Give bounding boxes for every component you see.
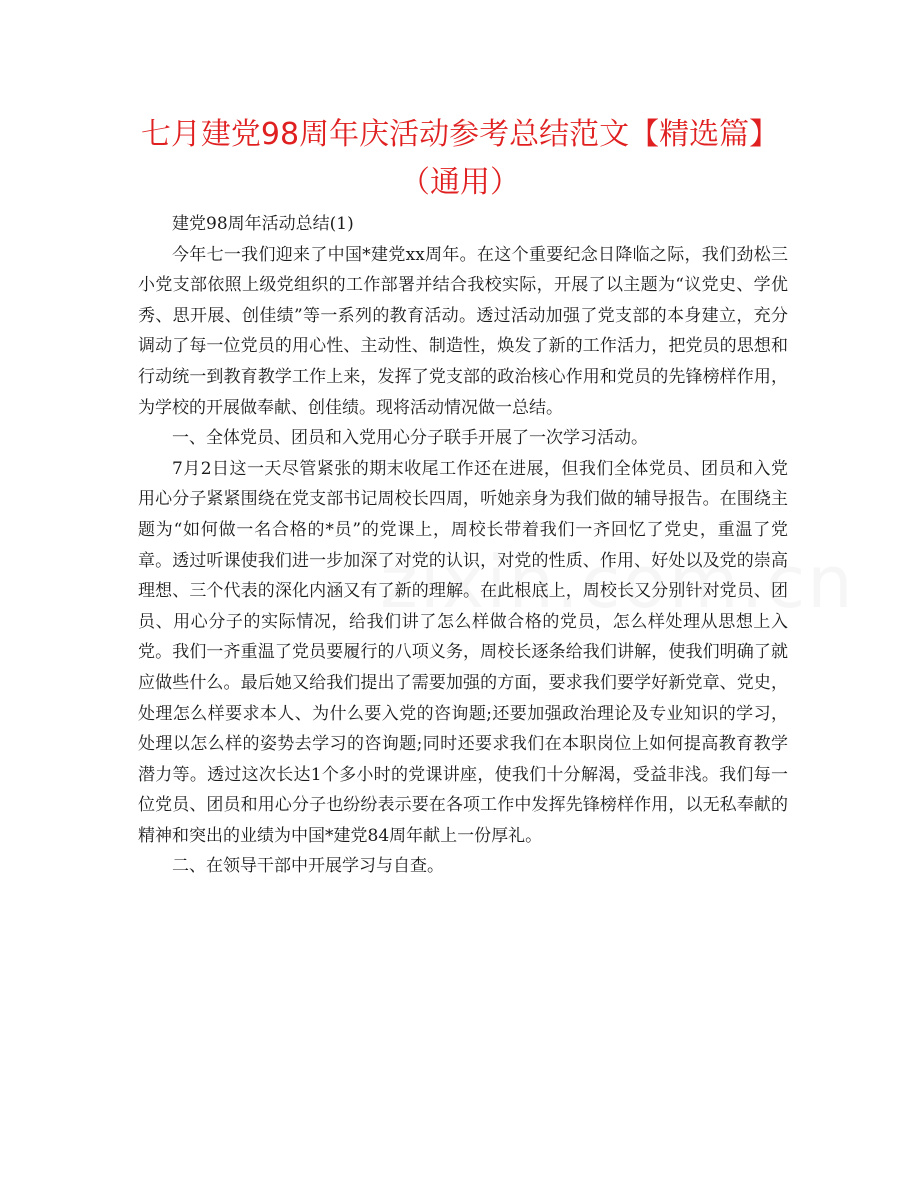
paragraph-section-two-heading: 二、在领导干部中开展学习与自查。 [172, 856, 444, 877]
watermark [380, 540, 855, 624]
document-title-line1: 七月建党98周年庆活动参考总结范文【精选篇】 [140, 117, 780, 152]
document-title-line2: （通用） [400, 165, 520, 200]
paragraph-intro: 今年七一我们迎来了中国*建党xx周年。在这个重要纪念日降临之际，我们劲松三小党支部依照上级党组织的工作部署并结合我校实际，开展了以主题为“议党史、学优秀、思开展、创佳绩”等一系列的教育活动。透过活动加强了党支部的本身建立，充分调动了每一位党员的用心性、主动性、制造性，焕发了新的工作活力，把党员的思想和行动统一到教育教学工作上来，发挥了党支部的政治核心作用和党员的先锋榜样作用，为学校的开展做奉献、创佳绩。现将活动情况做一总结。 [138, 244, 788, 418]
section-heading: 建党98周年活动总结(1) [172, 214, 354, 234]
paragraph-section-one-heading: 一、全体党员、团员和入党用心分子联手开展了一次学习活动。 [172, 428, 648, 449]
paragraph-section-one-body: 7月2日这一天尽管紧张的期末收尾工作还在进展，但我们全体党员、团员和入党用心分子紧紧围绕在党支部书记周校长四周，听她亲身为我们做的辅导报告。在围绕主题为“如何做一名合格的*员”的党课上，周校长带着我们一齐回忆了党史，重温了党章。透过听课使我们进一步加深了对党的认识，对党的性质、作用、好处以及党的崇高理想、三个代表的深化内涵又有了新的理解。在此根底上，周校长又分别针对党员、团员、用心分子的实际情况，给我们讲了怎么样做合格的党员，怎么样处理从思想上入党。我们一齐重温了党员要履行的八项义务，周校长逐条给我们讲解，使我们明确了就应做些什么。最后她又给我们提出了需要加强的方面，要求我们要学好新党章、党史，处理怎么样要求本人、为什么要入党的咨询题;还要加强政治理论及专业知识的学习，处理以怎么样的姿势去学习的咨询题;同时还要求我们在本职岗位上如何提高教育教学潜力等。透过这次长达1个多小时的党课讲座，使我们十分解渴，受益非浅。我们每一位党员、团员和用心分子也纷纷表示要在各项工作中发挥先锋榜样作用，以无私奉献的精神和突出的业绩为中国*建党84周年献上一份厚礼。 [138, 458, 788, 846]
